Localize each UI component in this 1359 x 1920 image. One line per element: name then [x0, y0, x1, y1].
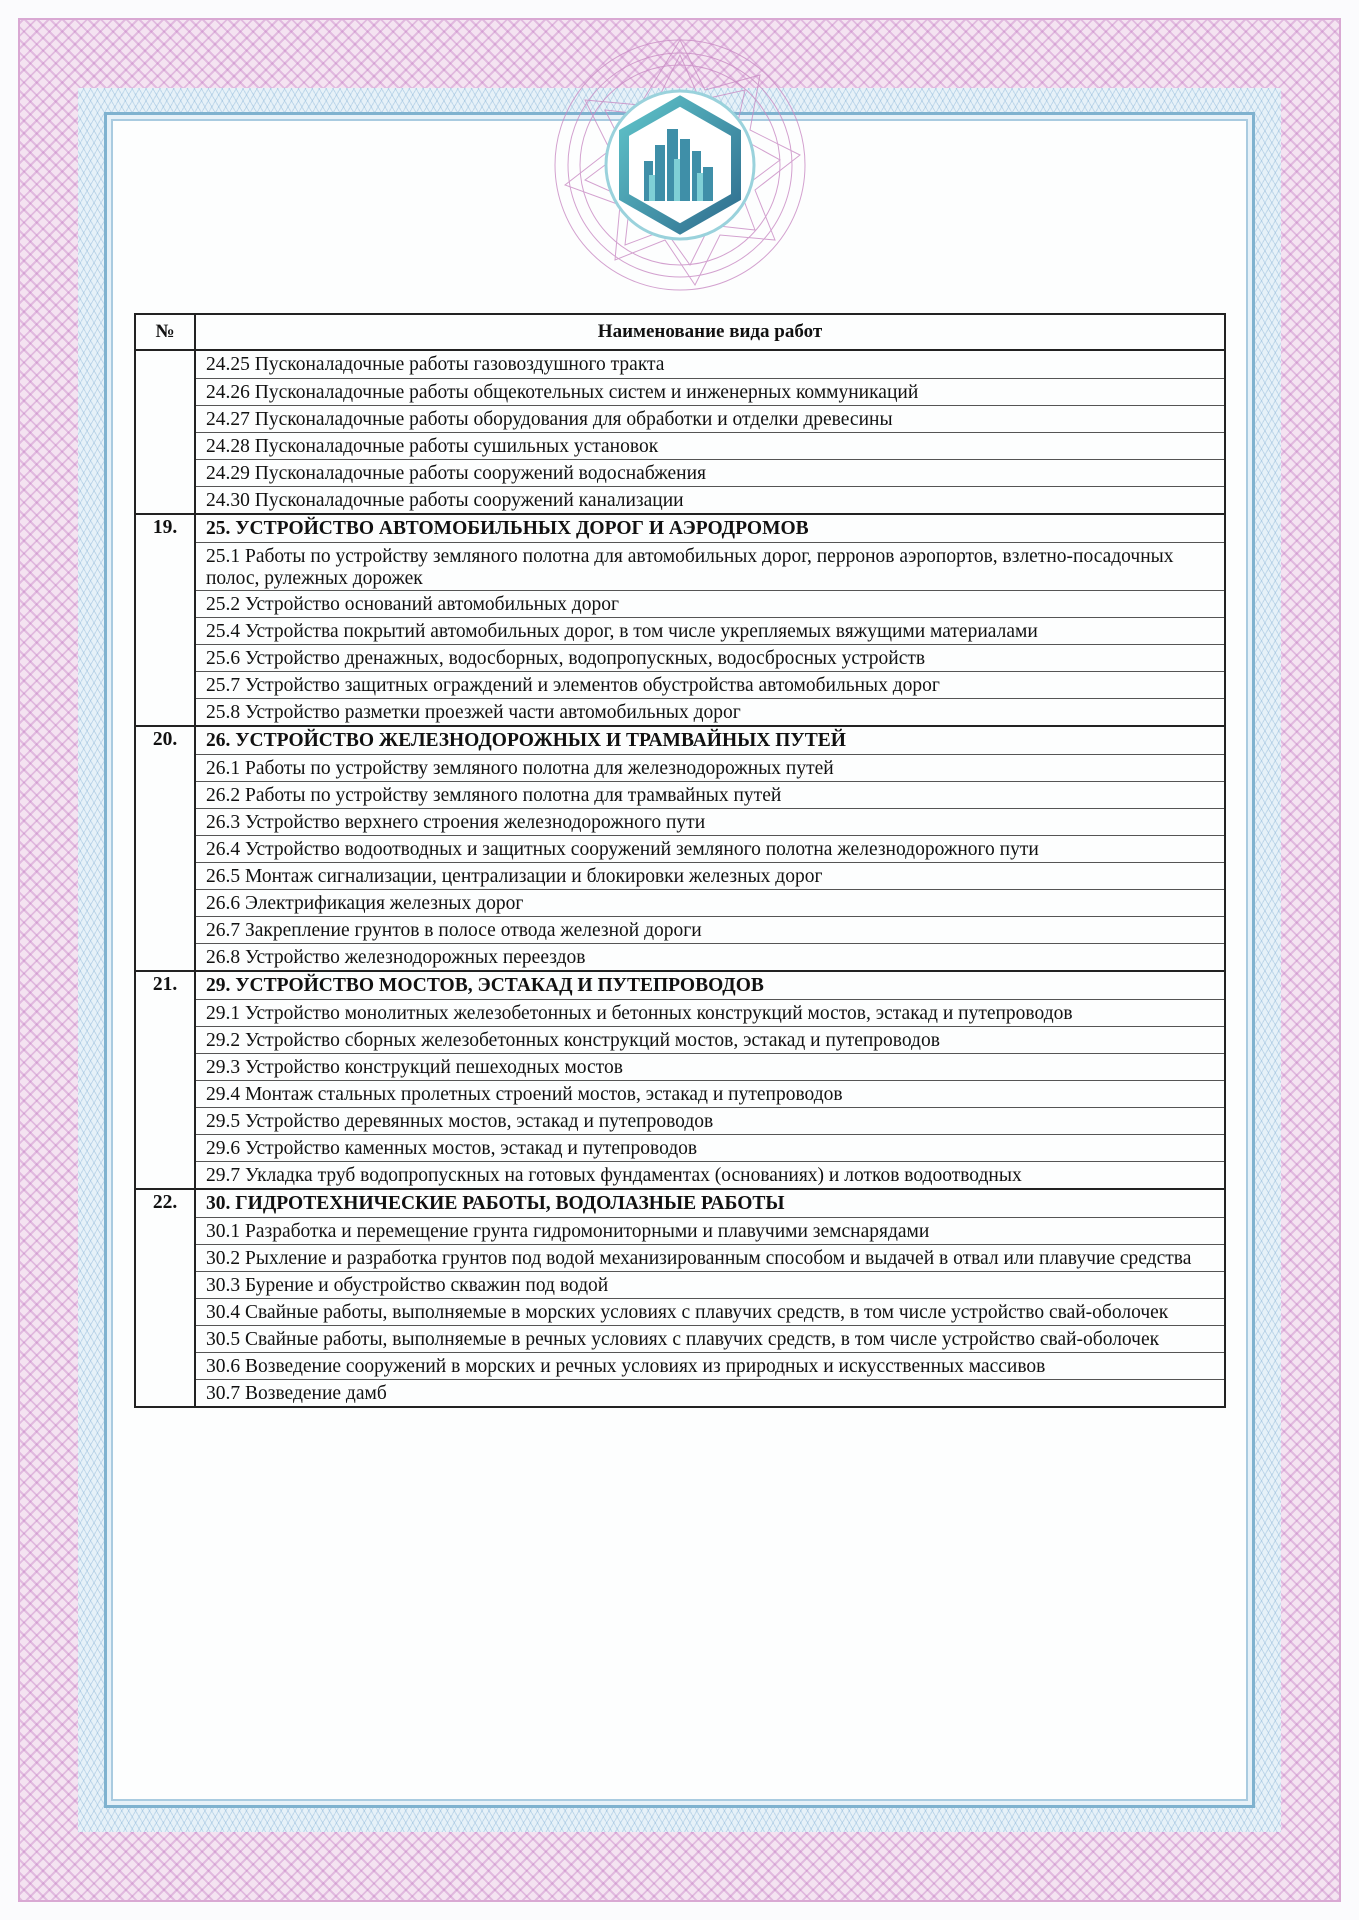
row-items	[195, 1189, 1225, 1407]
section-heading: 26. УСТРОЙСТВО ЖЕЛЕЗНОДОРОЖНЫХ И ТРАМВАЙНЫХ ПУТЕЙ	[206, 730, 846, 751]
work-item: 24.30 Пусконаладочные работы сооружений канализации	[196, 486, 1224, 513]
work-item: 25.6 Устройство дренажных, водосборных, водопропускных, водосбросных устройств	[196, 644, 1224, 671]
work-item: 26.2 Работы по устройству земляного полотна для трамвайных путей	[196, 781, 1224, 808]
row-items	[195, 726, 1225, 971]
work-item: 26.3 Устройство верхнего строения железнодорожного пути	[196, 808, 1224, 835]
row-number: 21.	[135, 971, 195, 1189]
work-item: 25.7 Устройство защитных ограждений и элементов обустройства автомобильных дорог	[196, 671, 1224, 698]
work-item: 30.6 Возведение сооружений в морских и речных условиях из природных и искусственных массивов	[196, 1352, 1224, 1379]
header-num: №	[135, 314, 195, 350]
row-number	[135, 350, 195, 514]
work-item: 26.6 Электрификация железных дорог	[196, 889, 1224, 916]
work-item: 26.8 Устройство железнодорожных переездов	[196, 943, 1224, 970]
work-item: 25.4 Устройства покрытий автомобильных дорог, в том числе укрепляемых вяжущими материалами	[196, 617, 1224, 644]
work-item: 30.7 Возведение дамб	[196, 1379, 1224, 1406]
table-row	[135, 726, 1225, 971]
row-items	[195, 514, 1225, 726]
work-item: 24.25 Пусконаладочные работы газовоздушного тракта	[206, 354, 665, 375]
work-item: 24.26 Пусконаладочные работы общекотельных систем и инженерных коммуникаций	[196, 378, 1224, 405]
work-item: 24.28 Пусконаладочные работы сушильных установок	[196, 432, 1224, 459]
work-item: 25.2 Устройство оснований автомобильных дорог	[196, 590, 1224, 617]
work-item: 29.6 Устройство каменных мостов, эстакад и путепроводов	[196, 1134, 1224, 1161]
work-item: 26.7 Закрепление грунтов в полосе отвода железной дороги	[196, 916, 1224, 943]
row-number: 22.	[135, 1189, 195, 1407]
work-item: 29.4 Монтаж стальных пролетных строений мостов, эстакад и путепроводов	[196, 1080, 1224, 1107]
work-item: 25.8 Устройство разметки проезжей части автомобильных дорог	[196, 698, 1224, 725]
section-heading: 25. УСТРОЙСТВО АВТОМОБИЛЬНЫХ ДОРОГ И АЭРОДРОМОВ	[206, 518, 809, 539]
work-item: 26.5 Монтаж сигнализации, централизации и блокировки железных дорог	[196, 862, 1224, 889]
work-item: 30.2 Рыхление и разработка грунтов под водой механизированным способом и выдачей в отвал или плавучие средства	[196, 1244, 1224, 1271]
work-item: 30.4 Свайные работы, выполняемые в морских условиях с плавучих средств, в том числе устройство свай-оболочек	[196, 1298, 1224, 1325]
row-items	[195, 350, 1225, 514]
work-item: 29.1 Устройство монолитных железобетонных и бетонных конструкций мостов, эстакад и путепроводов	[196, 999, 1224, 1026]
work-item: 29.3 Устройство конструкций пешеходных мостов	[196, 1053, 1224, 1080]
header-name: Наименование вида работ	[195, 314, 1225, 350]
work-item: 30.3 Бурение и обустройство скважин под водой	[196, 1271, 1224, 1298]
city-logo-icon	[604, 89, 756, 241]
works-table	[134, 313, 1226, 1408]
work-item: 29.2 Устройство сборных железобетонных конструкций мостов, эстакад и путепроводов	[196, 1026, 1224, 1053]
work-item: 29.5 Устройство деревянных мостов, эстакад и путепроводов	[196, 1107, 1224, 1134]
section-heading: 30. ГИДРОТЕХНИЧЕСКИЕ РАБОТЫ, ВОДОЛАЗНЫЕ РАБОТЫ	[206, 1193, 785, 1214]
table-row	[135, 350, 1225, 514]
table-row	[135, 514, 1225, 726]
section-heading: 29. УСТРОЙСТВО МОСТОВ, ЭСТАКАД И ПУТЕПРОВОДОВ	[206, 975, 764, 996]
work-item: 24.27 Пусконаладочные работы оборудования для обработки и отделки древесины	[196, 405, 1224, 432]
table-row	[135, 1189, 1225, 1407]
work-item: 25.1 Работы по устройству земляного полотна для автомобильных дорог, перронов аэропортов, взлетно-посадочных полос, рулежных дорожек	[196, 542, 1224, 590]
table-row	[135, 971, 1225, 1189]
table-header-row	[135, 314, 1225, 350]
work-item: 30.5 Свайные работы, выполняемые в речных условиях с плавучих средств, в том числе устройство свай-оболочек	[196, 1325, 1224, 1352]
row-items	[195, 971, 1225, 1189]
work-item: 30.1 Разработка и перемещение грунта гидромониторными и плавучими земснарядами	[196, 1217, 1224, 1244]
row-number: 20.	[135, 726, 195, 971]
work-item: 26.1 Работы по устройству земляного полотна для железнодорожных путей	[196, 754, 1224, 781]
work-item: 24.29 Пусконаладочные работы сооружений водоснабжения	[196, 459, 1224, 486]
work-item: 26.4 Устройство водоотводных и защитных сооружений земляного полотна железнодорожного пути	[196, 835, 1224, 862]
row-number: 19.	[135, 514, 195, 726]
work-item: 29.7 Укладка труб водопропускных на готовых фундаментах (основаниях) и лотков водоотводных	[196, 1161, 1224, 1188]
